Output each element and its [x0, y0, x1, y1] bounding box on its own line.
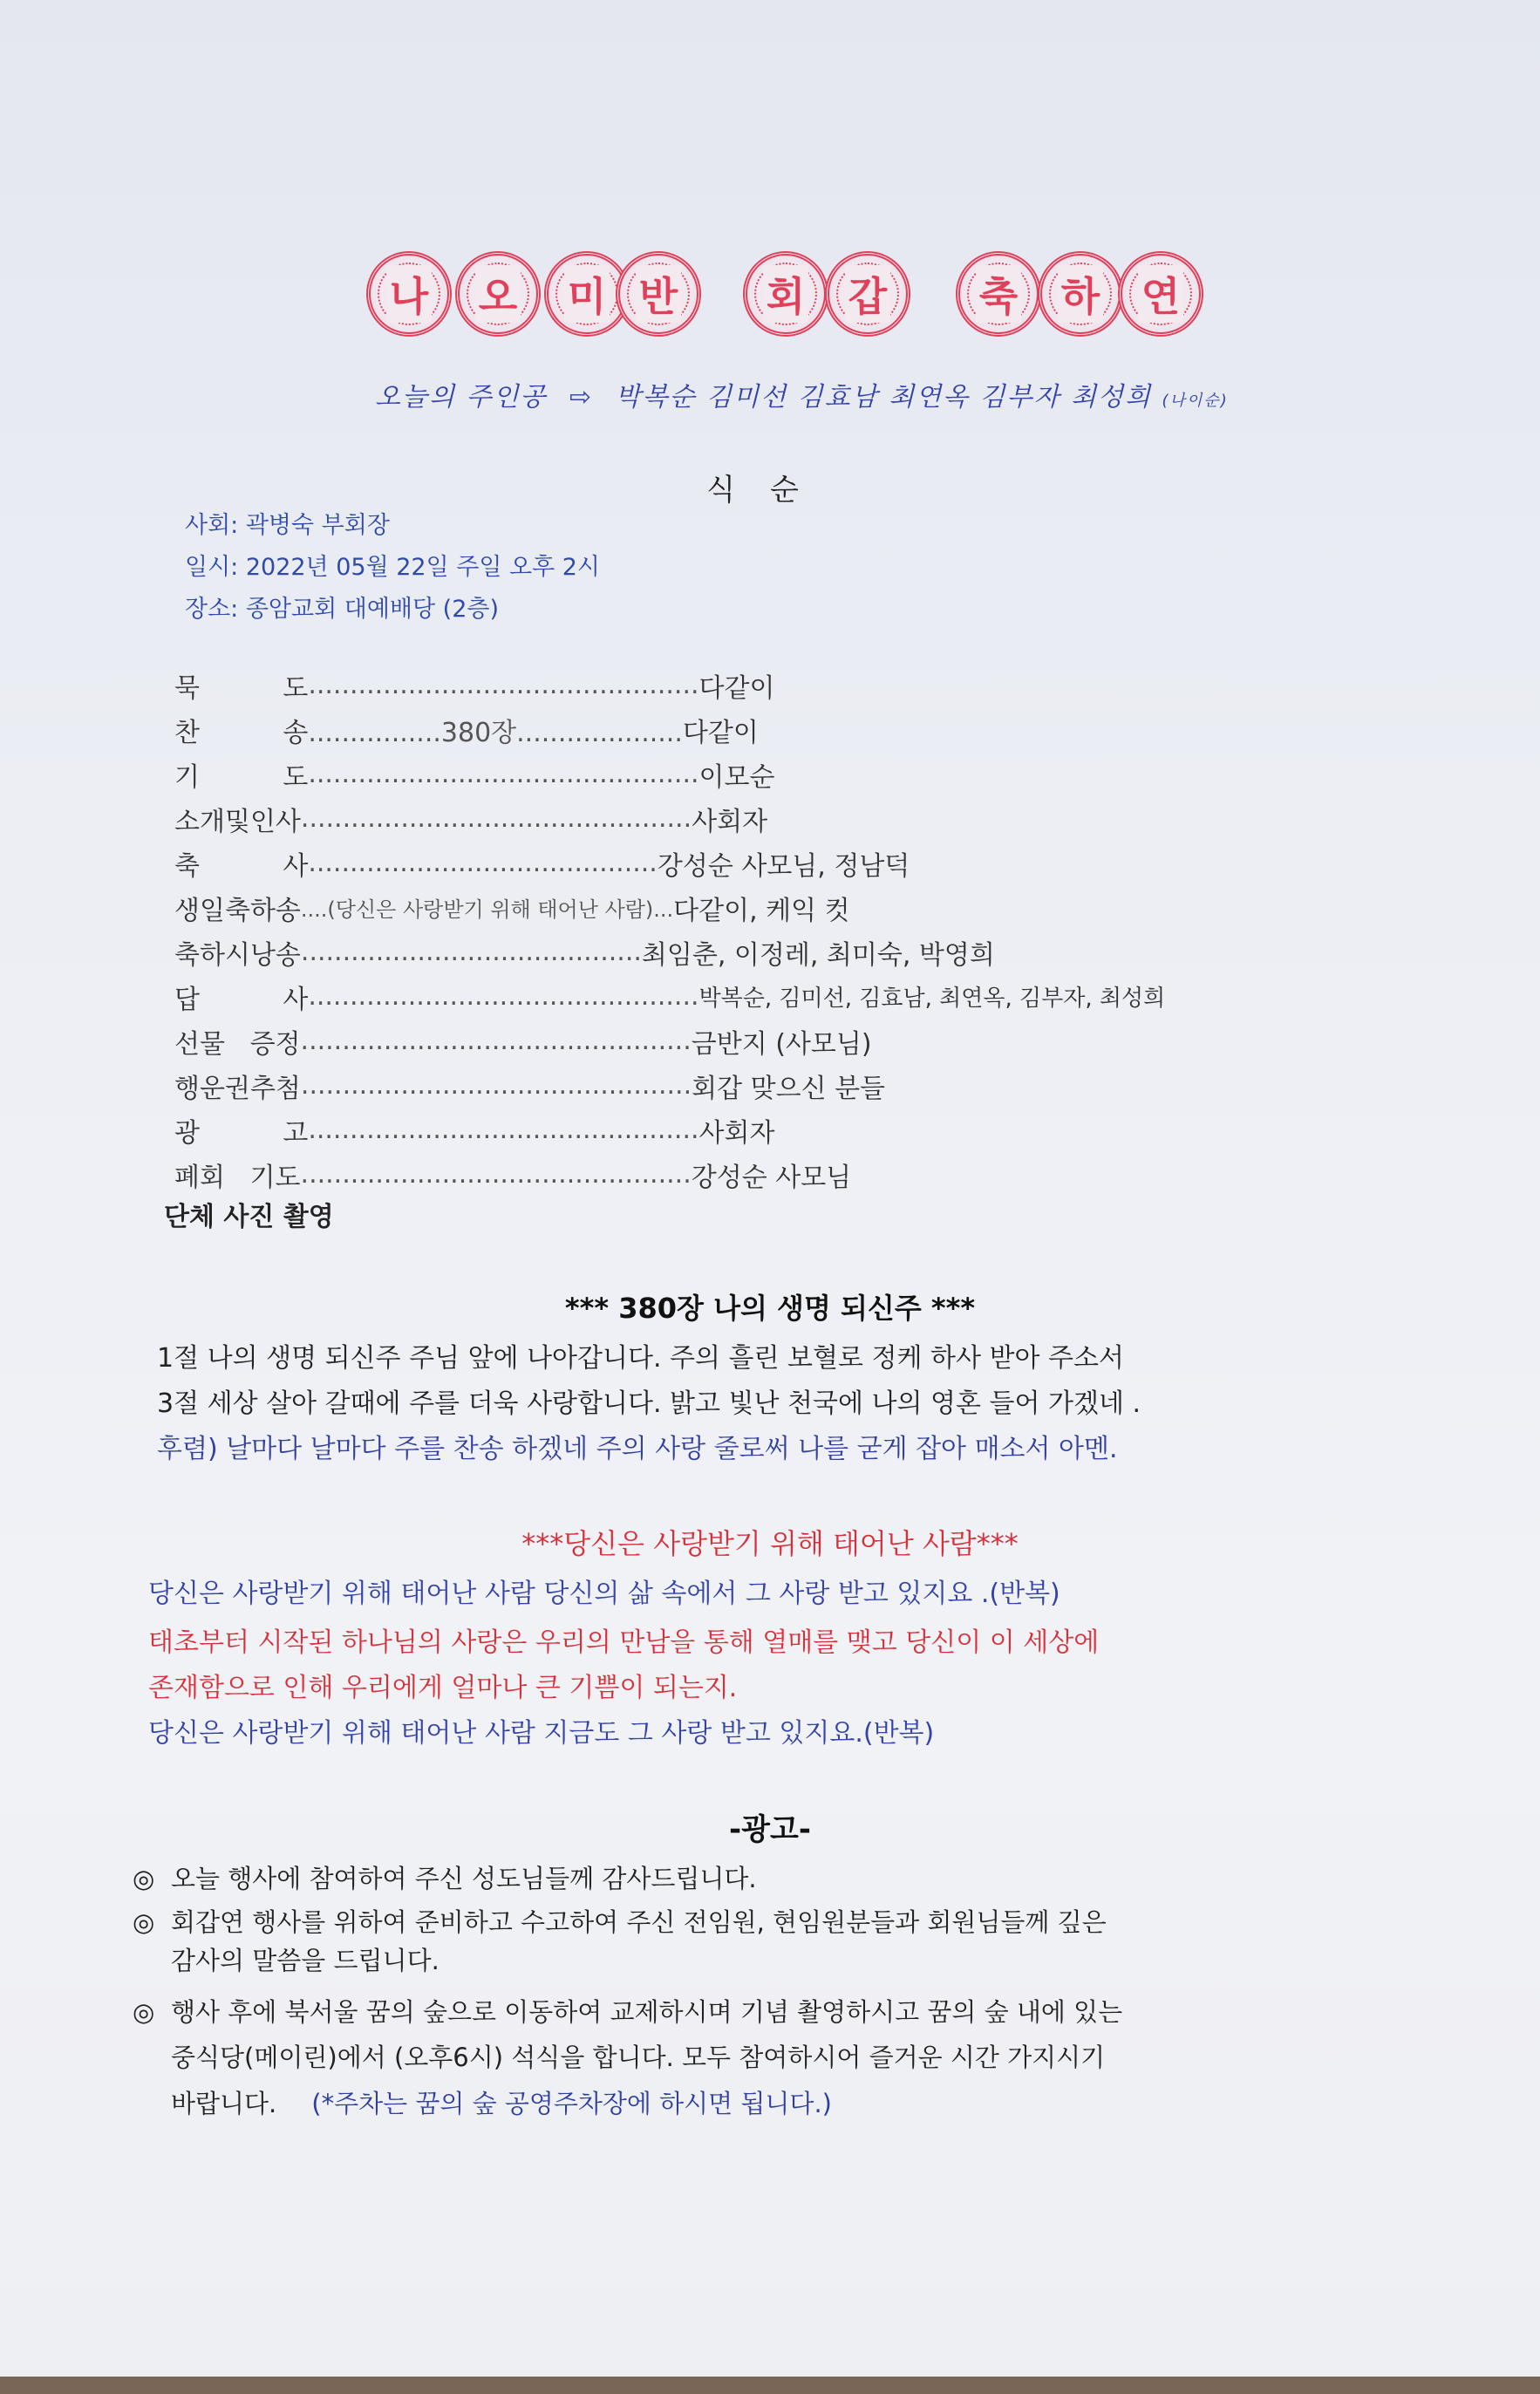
- title-seal: 미: [544, 251, 630, 337]
- program-leader: ....(당신은 사랑받기 위해 태어난 사람)...: [300, 897, 674, 922]
- program-leader: ...............................................: [300, 1070, 692, 1101]
- group-photo-note: 단체 사진 촬영: [164, 1202, 334, 1232]
- program-leader: ................380장....................: [308, 717, 683, 748]
- bullet-icon: ◎: [133, 1907, 155, 1937]
- meta-host: 사회: 곽병숙 부회장: [185, 512, 390, 539]
- hymn-verse-3: 3절 세상 살아 갈때에 주를 더욱 사랑합니다. 밝고 빛난 천국에 나의 영혼 들어 가겠네 .: [157, 1388, 1141, 1419]
- program-leader: ...............................................: [300, 803, 692, 834]
- ad-text: 오늘 행사에 참여하여 주신 성도님들께 감사드립니다.: [171, 1864, 757, 1893]
- honorees-lead: 오늘의 주인공: [375, 382, 548, 413]
- title-seal: 오: [455, 251, 541, 337]
- ad-text-continued: 중식당(메이린)에서 (오후6시) 석식을 합니다. 모두 참여하시어 즐거운 시간 가지시기: [171, 2043, 1106, 2072]
- program-leader: .........................................: [300, 937, 642, 967]
- hymn-title: *** 380장 나의 생명 되신주 ***: [564, 1292, 976, 1325]
- program-person: 회갑 맞으신 분들: [692, 1073, 886, 1104]
- program-row: [174, 1152, 1395, 1197]
- program-item: 선물 증정: [174, 1028, 301, 1060]
- program-person: 사회자: [692, 806, 768, 837]
- program-row: [174, 1063, 1395, 1108]
- title-seal: 나: [366, 251, 452, 337]
- ad-text: 행사 후에 북서울 꿈의 숲으로 이동하여 교제하시며 기념 촬영하시고 꿈의 숲 내에 있는: [171, 1997, 1123, 2027]
- program-row: [174, 930, 1395, 974]
- title-seal: 축: [956, 251, 1041, 337]
- program-person: 박복순, 김미선, 김효남, 최연옥, 김부자, 최성희: [698, 986, 1166, 1012]
- order-title: 식순: [706, 473, 834, 508]
- program-item: 행운권추첨: [174, 1073, 301, 1104]
- program-leader: ...............................................: [308, 670, 699, 700]
- honorees-suffix: (나이순): [1162, 392, 1229, 410]
- ads-title: -광고-: [729, 1812, 811, 1847]
- hymn-chorus: 후렴) 날마다 날마다 주를 찬송 하겠네 주의 사랑 줄로써 나를 굳게 잡아 매소서 아멘.: [157, 1434, 1118, 1464]
- table-surface: [0, 2377, 1540, 2394]
- ad-text: 회갑연 행사를 위하여 준비하고 수고하여 주신 전임원, 현임원분들과 회원님들께 깊은: [171, 1907, 1107, 1937]
- honorees-names: 박복순 김미선 김효남 최연옥 김부자 최성희: [615, 382, 1152, 413]
- program-leader: ...............................................: [308, 981, 699, 1012]
- bullet-icon: ◎: [133, 1997, 155, 2027]
- honorees-line: [375, 375, 1229, 413]
- program-list: [174, 663, 1395, 1197]
- song-line: 당신은 사랑받기 위해 태어난 사람 당신의 삶 속에서 그 사랑 받고 있지요 .(반복): [148, 1579, 1060, 1609]
- ad-text-continued: 감사의 말씀을 드립니다.: [171, 1946, 440, 1975]
- program-item: 찬 송: [174, 717, 309, 748]
- title-seal: 갑: [825, 251, 910, 337]
- program-row: [174, 885, 1395, 930]
- program-person: 사회자: [698, 1117, 775, 1149]
- program-row: [174, 841, 1395, 885]
- program-row: [174, 974, 1395, 1019]
- program-item: 광 고: [174, 1117, 309, 1149]
- song-line: 당신은 사랑받기 위해 태어난 사람 지금도 그 사랑 받고 있지요.(반복): [148, 1718, 935, 1749]
- title-seal: 회: [743, 251, 828, 337]
- program-item: 묵 도: [174, 672, 309, 704]
- program-item: 폐회 기도: [174, 1162, 301, 1193]
- program-item: 생일축하송: [174, 895, 301, 926]
- program-row: [174, 752, 1395, 796]
- program-person: 최임춘, 이정레, 최미숙, 박영희: [641, 939, 995, 971]
- program-person: 강성순 사모님, 정남덕: [657, 850, 910, 882]
- program-row: [174, 1019, 1395, 1063]
- program-leader: ...............................................: [308, 759, 699, 789]
- program-person: 다같이, 케익 컷: [673, 895, 850, 926]
- program-row: [174, 1108, 1395, 1152]
- program-item: 축 사: [174, 850, 309, 882]
- hymn-verse-1: 1절 나의 생명 되신주 주님 앞에 나아갑니다. 주의 흘린 보혈로 정케 하사 받아 주소서: [157, 1343, 1124, 1374]
- program-item: 소개및인사: [174, 806, 301, 837]
- song-title: ***당신은 사랑받기 위해 태어난 사람***: [521, 1527, 1019, 1560]
- program-row: [174, 663, 1395, 707]
- program-person: 금반지 (사모님): [691, 1028, 872, 1060]
- meta-place: 장소: 종암교회 대예배당 (2층): [185, 596, 499, 623]
- song-line: 존재함으로 인해 우리에게 얼마나 큰 기쁨이 되는지.: [148, 1673, 738, 1703]
- song-line: 태초부터 시작된 하나님의 사랑은 우리의 만남을 통해 열매를 맺고 당신이 이 세상에: [148, 1627, 1100, 1658]
- ad-item: [133, 1903, 1107, 1939]
- program-row: [174, 796, 1395, 841]
- program-leader: ...............................................: [308, 1115, 699, 1145]
- ad-text: 바랍니다.: [171, 2089, 277, 2118]
- ad-item: [133, 1993, 1122, 2029]
- program-leader: ..........................................: [308, 848, 658, 878]
- parking-note: (*주차는 꿈의 숲 공영주차장에 하시면 됩니다.): [311, 2089, 832, 2118]
- ad-text-continued: [171, 2084, 832, 2120]
- program-leader: ...............................................: [300, 1026, 692, 1056]
- right-arrow-icon: ⇨: [569, 382, 594, 413]
- program-person: 강성순 사모님: [691, 1162, 852, 1193]
- meta-datetime: 일시: 2022년 05월 22일 주일 오후 2시: [185, 554, 601, 581]
- program-person: 다같이: [698, 672, 775, 704]
- program-leader: ...............................................: [300, 1159, 692, 1190]
- bullet-icon: ◎: [133, 1864, 155, 1893]
- program-item: 기 도: [174, 761, 309, 793]
- title-seal: 하: [1038, 251, 1123, 337]
- title-seals: [0, 251, 1540, 365]
- program-item: 축하시낭송: [174, 939, 301, 971]
- title-seal: 반: [616, 251, 701, 337]
- program-person: 이모순: [698, 761, 775, 793]
- program-person: 다같이: [682, 717, 759, 748]
- ad-item: [133, 1859, 757, 1895]
- program-row: [174, 707, 1395, 752]
- title-seal: 연: [1118, 251, 1203, 337]
- program-item: 답 사: [174, 984, 309, 1015]
